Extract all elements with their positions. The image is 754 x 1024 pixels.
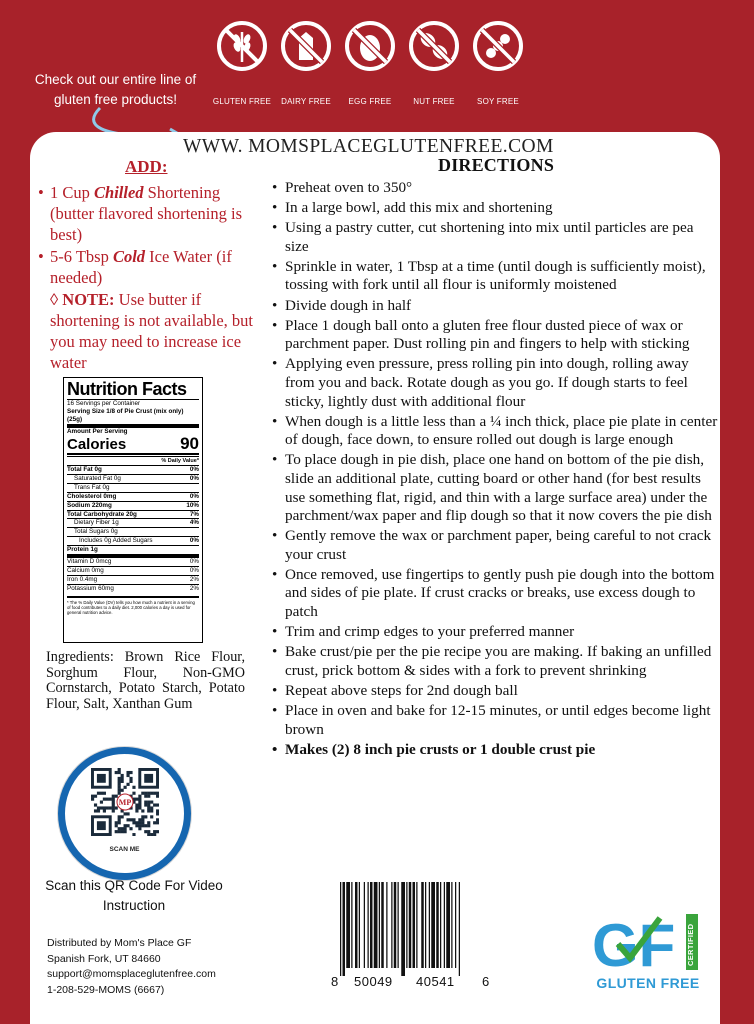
distributor-address: Spanish Fork, UT 84660 xyxy=(47,952,161,965)
add-title: ADD: xyxy=(125,157,168,176)
nutrient-label: Protein 1g xyxy=(67,546,98,554)
vitamin-label: Potassium 60mg xyxy=(67,584,114,592)
direction-step: • Applying even pressure, press rolling pin into dough, rolling away from you and back. Rotate dough as you go. If dough starts to feel sticky, lightly dust with additional flour xyxy=(272,355,718,411)
certified-tab xyxy=(686,914,698,970)
qr-center-badge: MP xyxy=(118,798,132,807)
direction-step: • In a large bowl, add this mix and shortening xyxy=(272,199,718,218)
calories-row xyxy=(67,436,199,455)
nutrient-label: Includes 0g Added Sugars xyxy=(79,537,153,545)
nutrient-label: Total Sugars 0g xyxy=(74,528,118,536)
servings-per-container: 16 Servings per Container xyxy=(67,400,141,407)
qr-code[interactable] xyxy=(91,768,159,836)
distributor-line: Distributed by Mom's Place GF xyxy=(47,937,192,949)
direction-step: • Bake crust/pie per the pie recipe you are making. If baking an unfilled crust, prick bottom & sides with a fork to prevent shrinking xyxy=(272,643,718,680)
nutrient-label: Total Fat 0g xyxy=(67,466,102,473)
nutrient-label: Trans Fat 0g xyxy=(74,483,110,491)
nutrient-row xyxy=(67,536,199,545)
dairy-free-badge xyxy=(274,20,338,106)
directions-list xyxy=(272,179,718,761)
vitamin-label: Iron 0.4mg xyxy=(67,575,98,583)
tagline: Check out our entire line of gluten free products! xyxy=(34,72,197,107)
peanut-icon xyxy=(408,20,460,72)
note-text: Use butter if shortening is not available, but you may need to increase ice water xyxy=(50,290,254,372)
add-list xyxy=(38,182,260,373)
barcode-check-digit: 6 xyxy=(482,974,490,989)
website-url[interactable]: WWW. MOMSPLACEGLUTENFREE.COM xyxy=(183,136,554,157)
nutrition-footnote: * The % Daily Value (DV) tells you how much a nutrient in a serving of food contributes to a daily diet. 2,000 calories a day is used for general nutrition advice. xyxy=(67,596,199,615)
nutrient-dv: 7% xyxy=(189,510,199,518)
scan-me-label: SCAN ME xyxy=(109,846,140,853)
vitamin-dv: 0% xyxy=(189,558,199,566)
serving-size: Serving Size 1/8 of Pie Crust (mix only) (25g) xyxy=(67,408,199,428)
vitamin-row xyxy=(67,584,199,593)
qr-caption: Scan this QR Code For Video Instruction xyxy=(45,878,223,913)
soy-free-badge xyxy=(466,20,530,106)
add-item-shortening xyxy=(38,182,260,245)
add-item-text: Ice Water (if needed) xyxy=(50,247,232,287)
add-item-emphasis: Chilled xyxy=(94,183,144,202)
vitamin-row xyxy=(67,558,199,566)
nutrient-dv: 4% xyxy=(189,519,199,527)
vitamin-dv: 0% xyxy=(189,566,199,574)
direction-step: • Divide dough in half xyxy=(272,297,718,316)
direction-step: • Makes (2) 8 inch pie crusts or 1 double crust pie xyxy=(272,741,718,760)
direction-step: • When dough is a little less than a ¼ inch thick, place pie plate in center of dough, face down, to ensure rolled out dough is large enough xyxy=(272,413,718,450)
wheat-icon xyxy=(216,20,268,72)
nutrient-row xyxy=(67,545,199,554)
vitamin-dv: 2% xyxy=(189,584,199,592)
ingredients-text: Ingredients: Brown Rice Flour, Sorghum Flour, Non-GMO Cornstarch, Potato Starch, Potato Flour, Salt, Xanthan Gum xyxy=(46,649,245,712)
calories-value: 90 xyxy=(180,434,199,453)
nutrient-label: Cholesterol 0mg xyxy=(67,492,117,500)
direction-step: • Trim and crimp edges to your preferred manner xyxy=(272,623,718,642)
calories-label: Calories xyxy=(67,436,127,453)
direction-step: • To place dough in pie dish, place one hand on bottom of the pie dish, slide an additional plate, cutting board or other hand (for best results use something flat, rigid, and thin with a large surface area) under the parchment/wax paper and flip dough so that it now covers the pie dish xyxy=(272,451,718,525)
nutrient-dv: 10% xyxy=(186,501,199,509)
direction-step: • Using a pastry cutter, cut shortening into mix until particles are pea size xyxy=(272,219,718,256)
nutrient-dv: 0% xyxy=(189,492,199,500)
nutrient-row xyxy=(67,474,199,483)
nut-free-badge xyxy=(402,20,466,106)
add-item-text: Shortening (butter flavored shortening is best) xyxy=(50,183,242,244)
vitamin-label: Vitamin D 0mcg xyxy=(67,558,112,566)
distributor-phone[interactable]: 1-208-529-MOMS (6667) xyxy=(47,983,165,996)
nutrient-rows xyxy=(67,465,199,554)
milk-carton-icon xyxy=(280,20,332,72)
direction-step: • Once removed, use fingertips to gently push pie dough into the bottom and sides of pie plate. If crust cracks or breaks, use excess dough to patch xyxy=(272,566,718,622)
vitamin-label: Calcium 0mg xyxy=(67,566,104,574)
barcode-digit: 8 xyxy=(331,974,339,989)
nutrient-row xyxy=(67,483,199,492)
nutrient-dv: 0% xyxy=(189,537,199,545)
distributor-info xyxy=(47,936,216,998)
nutrient-row xyxy=(67,518,199,527)
add-item-text: 1 Cup xyxy=(50,183,95,202)
gf-logo-text: GF xyxy=(592,914,676,972)
direction-step: • Sprinkle in water, 1 Tbsp at a time (until dough is sufficiently moist), tossing with fork until all flour is uniformly moistened xyxy=(272,258,718,295)
vitamin-rows xyxy=(67,554,199,593)
nutrient-label: Saturated Fat 0g xyxy=(74,474,121,482)
nutrient-label: Total Carbohydrate 20g xyxy=(67,510,137,518)
distributor-email[interactable]: support@momsplaceglutenfree.com xyxy=(47,968,216,980)
nutrient-label: Dietary Fiber 1g xyxy=(74,519,119,527)
gf-certified-logo xyxy=(590,914,686,972)
nut-free-label: NUT FREE xyxy=(413,97,455,106)
daily-value-header: % Daily Value* xyxy=(67,456,199,465)
soy-free-label: SOY FREE xyxy=(477,97,519,106)
direction-step: • Place 1 dough ball onto a gluten free flour dusted piece of wax or parchment paper. Dust rolling pin and fingers to help with sticking xyxy=(272,317,718,354)
amount-per-serving: Amount Per Serving xyxy=(67,428,128,435)
add-item-text: 5-6 Tbsp xyxy=(50,247,113,266)
vitamin-row xyxy=(67,575,199,584)
gluten-free-label: GLUTEN FREE xyxy=(596,975,700,991)
nutrition-title: Nutrition Facts xyxy=(67,380,199,400)
barcode-digits-right: 40541 xyxy=(416,974,455,989)
nutrient-label: Sodium 220mg xyxy=(67,501,112,509)
certified-label: CERTIFIED xyxy=(686,923,695,966)
nutrient-dv: 0% xyxy=(189,466,199,473)
add-item-ice-water xyxy=(38,246,260,288)
note-prefix: ◊ NOTE: xyxy=(50,290,115,309)
qr-code-badge[interactable] xyxy=(58,747,191,880)
soybean-icon xyxy=(472,20,524,72)
dairy-free-label: DAIRY FREE xyxy=(281,97,331,106)
direction-step: • Preheat oven to 350° xyxy=(272,179,718,198)
nutrition-facts-panel xyxy=(63,377,203,643)
directions-title: DIRECTIONS xyxy=(438,155,555,175)
egg-icon xyxy=(344,20,396,72)
vitamin-row xyxy=(67,566,199,575)
allergen-free-icons xyxy=(210,20,530,112)
nutrient-dv: 0% xyxy=(189,474,199,482)
direction-step: • Repeat above steps for 2nd dough ball xyxy=(272,682,718,701)
nutrient-row xyxy=(67,465,199,474)
egg-free-badge xyxy=(338,20,402,106)
direction-step: • Place in oven and bake for 12-15 minutes, or until edges become light brown xyxy=(272,702,718,739)
egg-free-label: EGG FREE xyxy=(348,97,392,106)
barcode-digits-left: 50049 xyxy=(354,974,393,989)
nutrient-row xyxy=(67,501,199,510)
add-item-emphasis: Cold xyxy=(112,247,146,266)
vitamin-dv: 2% xyxy=(189,575,199,583)
direction-step: • Gently remove the wax or parchment paper, being careful to not crack your crust xyxy=(272,527,718,564)
add-note xyxy=(38,289,260,373)
gluten-free-badge xyxy=(210,20,274,106)
nutrient-row xyxy=(67,492,199,501)
nutrient-row xyxy=(67,527,199,536)
upc-barcode xyxy=(330,880,490,980)
nutrient-row xyxy=(67,510,199,519)
gluten-free-label: GLUTEN FREE xyxy=(212,97,272,106)
